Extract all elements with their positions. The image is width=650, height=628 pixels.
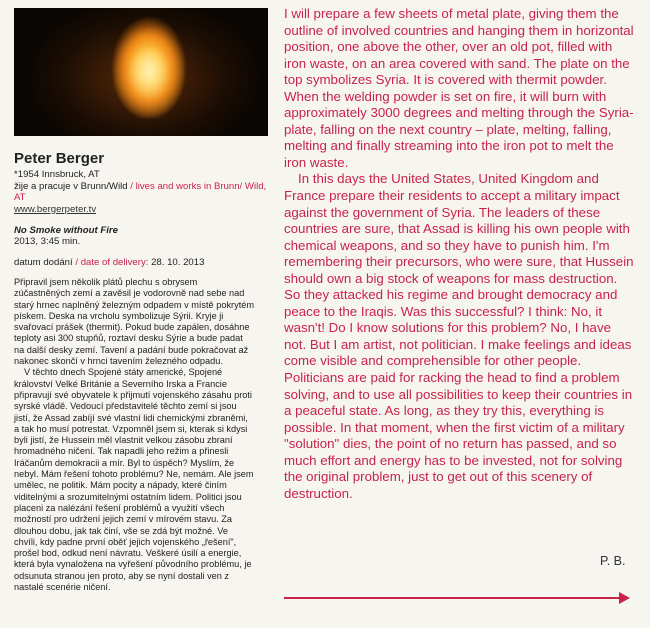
czech-description — [14, 277, 254, 593]
english-paragraph: In this days the United States, United Kingdom and France prepare their residents to accept a military impact against the government of Syria. The leaders of these countries are sure, that Assad is killing his own people with chemical weapons, and so they have to punish him. I'm remembering their precursors, who were sure, that Hussein should own a big stock of weapons for mass destruction. So they attacked his regime and brought democracy and peace to the Iraqis. Was this successful? I think: No, it wasn't! Do I know solutions for this problem? No, I have not. But I am artist, not politician. I make feelings and ideas come visible and comprehensible for other people. Politicians are paid for racking the head to find a problem solving, and to use all possibilities to keep their countries in a peaceful state. As long, as they try this, everything is possible. In that moment, when the first victim of a military "solution" dies, the point of no return has passed, and so much effort and energy has to be invested, not for solving the original problem, just to get out of this scenery of destruction. — [284, 171, 634, 501]
artist-website-link[interactable]: www.bergerpeter.tv — [14, 203, 97, 215]
arrow-right-icon — [619, 592, 630, 604]
artist-name: Peter Berger — [14, 150, 105, 167]
work-info: 2013, 3:45 min. — [14, 236, 81, 248]
artist-born: *1954 Innsbruck, AT — [14, 169, 100, 180]
artwork-photo — [14, 8, 268, 136]
czech-paragraph: Připravil jsem několik plátů plechu s obrysem zúčastněných zemí a zavěsil je vodorovně nad sebe nad starý hrnec naplněný železným odpadem v místě pokrytém pískem. Deska na vrcholu symbolizuje Sýrii. Kryje ji svařovací prášek (thermit). Pokud bude zapálen, dosáhne teploty asi 300 stupňů, roztaví desku Sýrie a bude padat na další desky zemí. Tavení a padání bude pokračovat až nakonec skončí v hrnci tavením železného odpadu. — [14, 276, 255, 367]
residence-cz: žije a pracuje v Brunn/Wild — [14, 180, 128, 192]
delivery-date — [14, 257, 272, 268]
delivery-label-cz: datum dodání — [14, 256, 73, 268]
work-title: No Smoke without Fire — [14, 225, 118, 237]
fire-glow — [114, 28, 184, 118]
english-paragraph: I will prepare a few sheets of metal plate, giving them the outline of involved countries and hanging them in horizontal position, one above the other, over an old pot, filled with iron waste, on an area covered with sand. The plate on the top symbolizes Syria. It is covered with thermit powder. When the welding powder is set on fire, it will burn with approximately 3000 degrees and melting through the Syria-plate, falling on the next country – plate, melting, falling, melting and finally streaming into the iron pot to melt the iron waste. — [284, 6, 634, 170]
delivery-label-en: / date of delivery: — [75, 256, 149, 268]
artist-meta — [14, 169, 272, 215]
english-description — [284, 6, 634, 502]
residence-en: / lives and works in Brunn/ Wild, AT — [14, 180, 267, 204]
artist-residence — [14, 181, 272, 204]
czech-paragraph: V těchto dnech Spojené státy americké, Spojené království Velké Británie a Severního Irska a Francie připravují své obyvatele k přijmutí vojenského zásahu proti syrské vládě. Vedoucí představitelé těchto zemí si jsou jistí, že Assad zabíjí své vlastní lidi chemickými zbraněmi, a tak ho musí potrestat. Vzpomněl jsem si, kterak si kdysi byli jistí, že Hussein měl vlastnit velkou zásobu zbraní hromadného ničení. Tak napadli jeho režim a přinesli Iráčanům demokracii a mír. Byl to úspěch? Myslím, že nebyl. Mám řešení tohoto problému? Ne, nemám. Ale jsem umělec, ne politik. Mám pocity a nápady, které činím viditelnými a srozumitelnými ostatním lidem. Politici jsou placeni za nalézání řešení problémů a využití všech možností pro udržení jejich zemí v mírovém stavu. Za dlouhou dobu, jak tak činí, vše se zdá být možné. Ve chvíli, kdy padne první oběť jejich vojenského „řešení", prošel bod, odkud není návratu. Veškeré úsilí a energie, která byla vynaložena na vyřešení původního problému, je odsunuta stranou jen proto, aby se nyní dostali ven z nastalé scenérie ničení. — [14, 367, 254, 592]
arrow-line — [284, 597, 624, 599]
signature: P. B. — [600, 554, 626, 568]
artist-column — [14, 8, 272, 593]
delivery-value: 28. 10. 2013 — [151, 256, 205, 268]
